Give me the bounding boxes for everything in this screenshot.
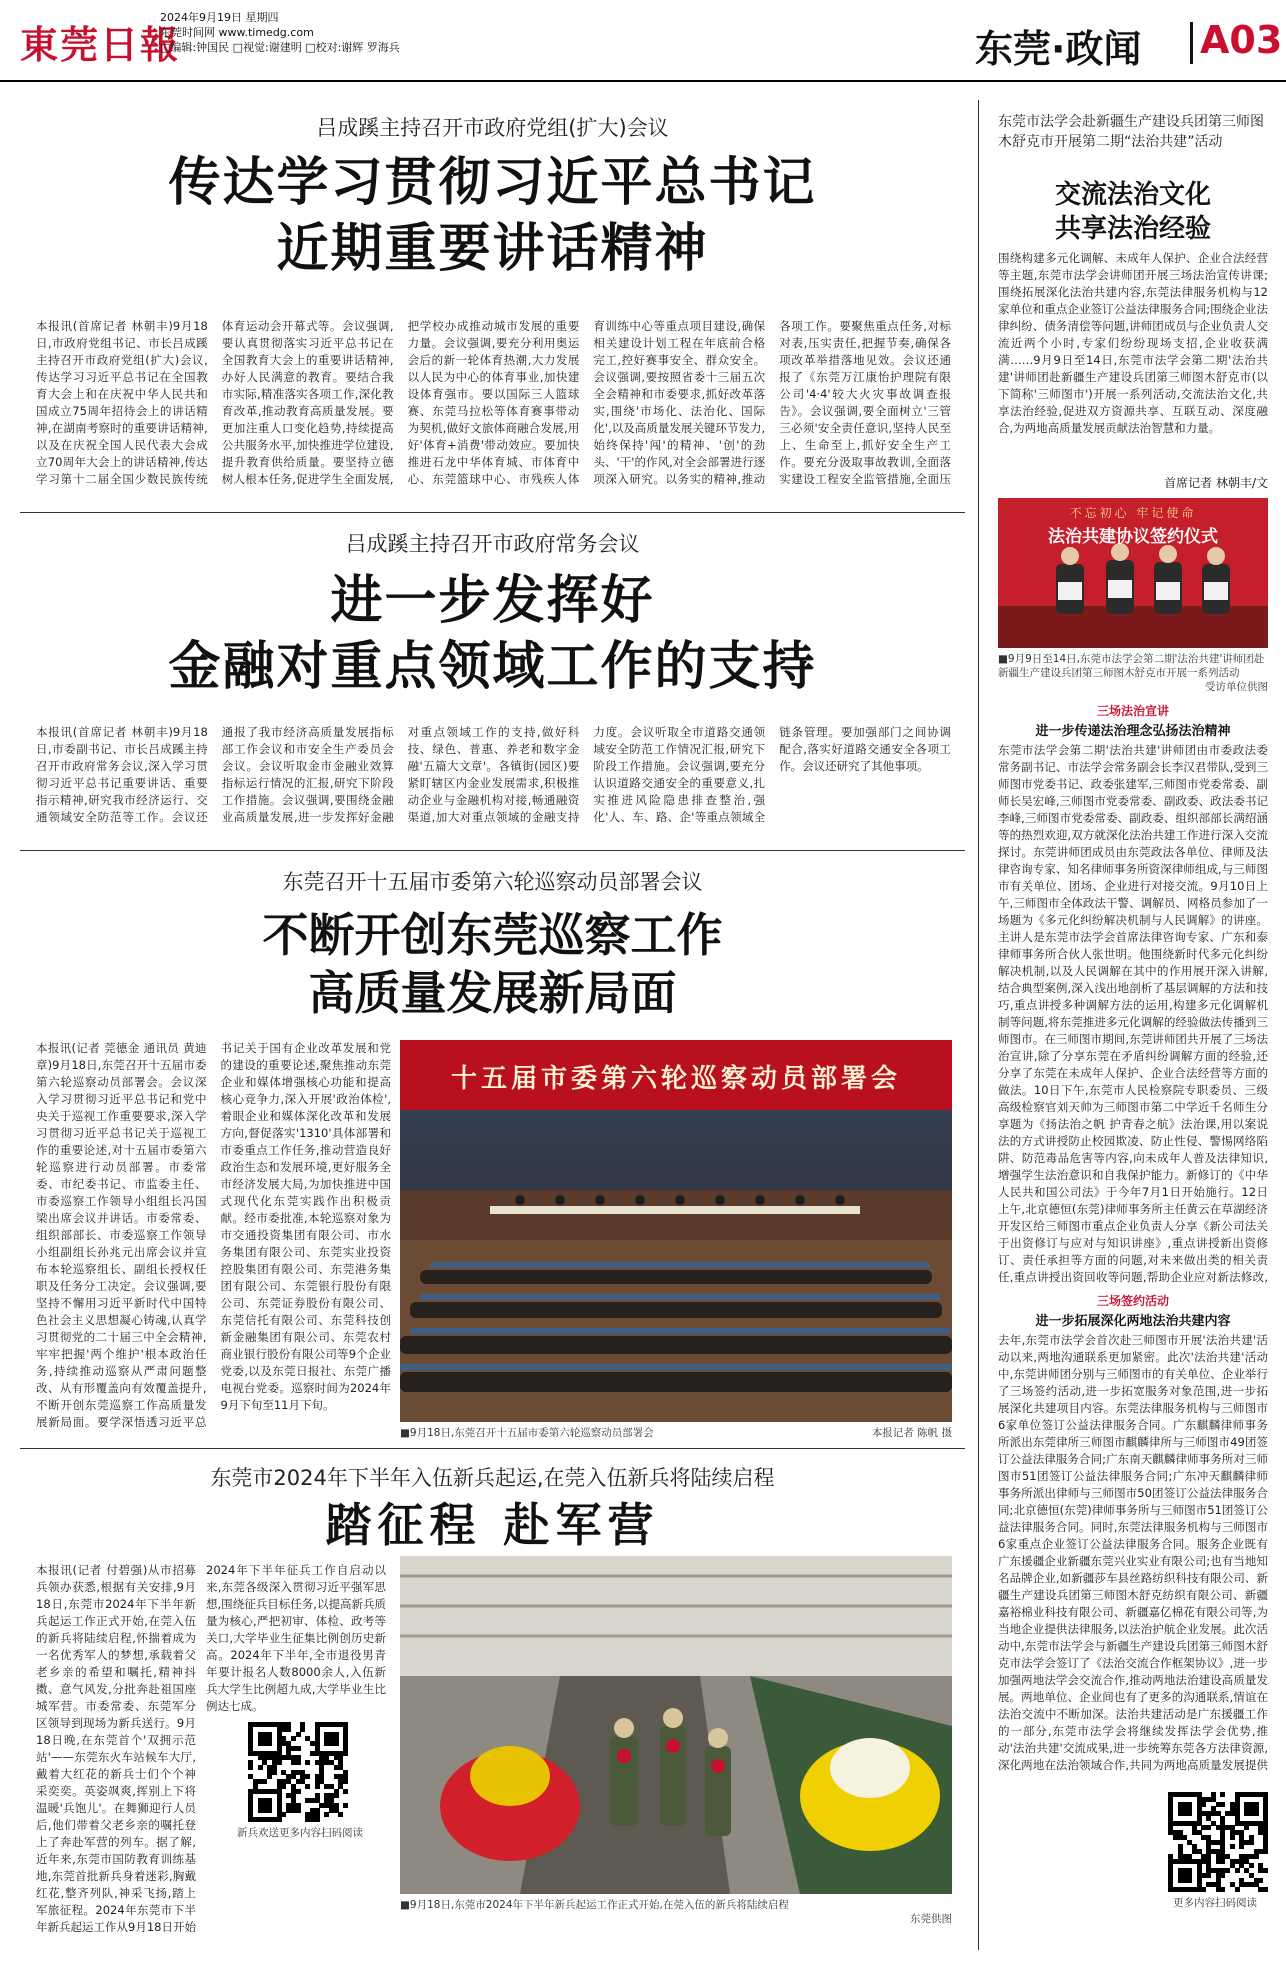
newspaper-logo: 東莞日報 xyxy=(20,22,181,67)
qr-module xyxy=(1220,1873,1225,1878)
qr-module xyxy=(315,1817,320,1822)
sidebar-body-intro: 围绕构建多元化调解、未成年人保护、企业合法经营等主题,东莞市法学会讲师团开展三场法治宣传讲课;围绕拓展深化法治共建内容,东莞法律服务机构与12家单位和重点企业签订公益法律服务合同;围绕企业法律纠纷、债务清偿等问题,讲师团成员与企业负责人交流近两个小时,专家们纷纷现场支招,企业收获满满……9月9日至14日,东莞市法学会第二期'法治共建'讲师团赴新疆生产建设兵团第三师图木舒克市(以下简称'三师图市')开展一系列活动,交流法治文化,共享法治经验,促进双方资源共享、互联互动、深度融合,为两地高质量发展贡献法治智慧和力量。 xyxy=(998,251,1268,435)
qr-module xyxy=(1206,1825,1211,1830)
article3-photo-caption: ■9月18日,东莞召开十五届市委第六轮巡察动员部署会 xyxy=(400,1427,654,1439)
qr-module xyxy=(1235,1887,1240,1892)
article4-qr-caption: 新兵欢送更多内容扫码阅读 xyxy=(237,1827,363,1839)
qr-module xyxy=(1263,1849,1268,1854)
qr-module xyxy=(1254,1811,1259,1816)
article2-headline-line2: 金融对重点领域工作的支持 xyxy=(168,636,817,697)
article2-body: 本报讯(首席记者 林朝丰)9月18日,市委副书记、市长吕成蹊主持召开市政府常务会议,深入学习贯彻习近平总书记重要讲话、重要指示精神,研究我市经济运行、交通领域安全防范等工作。会议还通报了我市经济高质量发展指标部工作会议和市安全生产委员会会议。会议听取金市金融业效算指标运行情况的汇报,研究下阶段工作措施。会议强调,要围绕金融业高质量发展,进一步发挥好金融对重点领域工作的支持,做好科技、绿色、普惠、养老和数字金融'五篇大文章'。各镇街(园区)要紧盯辖区内金业发展需求,积极推动企业与金融机构对接,畅通融资渠道,加大对重点领域的金融支持力度。会议听取全市道路交通领域安全防范工作情况汇报,研究下阶段工作措施。会议强调,要充分认识道路交通安全的重要意义,扎实推进风险隐患排查整治,强化'人、车、路、企'等重点领域全链条管理。要加强部门之间协调配合,落实好道路交通安全各项工作。会议还研究了其他事项。 xyxy=(36,725,951,824)
article4-body-left: 本报讯(记者 付碧强)从市招募兵领办获悉,根据有关安排,9月18日,东莞市2024年下半年新兵起运工作正式开始,在莞入伍的新兵将陆续启程,怀揣着成为一名优秀军人的梦想,承载着父老乡亲的希望和嘱托,精神抖擞、意气风发,分批奔赴祖国座城军营。市委常委、东莞军分区领导到现场为新兵送行。9月18日晚,在东莞首个'双拥示范站'——东莞东火车站候车大厅,戴着大红花的新兵士们个个神采奕奕。英姿飒爽,挥别上下将温暖'兵饱儿'。在舞狮迎行人员后,他们带着父老乡亲的嘱托登上了奔赴军营的列车。据了解,近年来,东莞市国防教育训练基地,东莞首批新兵身着迷彩,胸戴红花,整齐列队,神采飞扬,踏上军旅征程。2024年东莞市下半年新兵起运工作从9月18日开始 xyxy=(36,1563,196,1932)
sidebar-qr-caption: 更多内容扫码阅读 xyxy=(1173,1897,1257,1909)
qr-module xyxy=(267,1741,272,1746)
qr-module xyxy=(305,1760,310,1765)
qr-module xyxy=(1254,1854,1259,1859)
qr-module xyxy=(1225,1868,1230,1873)
qr-module xyxy=(281,1812,286,1817)
qr-module xyxy=(296,1760,301,1765)
qr-module xyxy=(1187,1878,1192,1883)
article1-subhead: 吕成蹊主持召开市政府党组(扩大)会议 xyxy=(316,116,669,140)
qr-module xyxy=(1249,1863,1254,1868)
article4-photo xyxy=(400,1556,952,1894)
sidebar-body-section2: 去年,东莞市法学会首次赴三师图市开展'法治共建'活动以来,两地沟通联系更加紧密。此次'法治共建'活动中,东莞讲师团分别与三师图市的有关单位、企业举行了三场签约活动,进一步拓宽服务对象范围,进一步拓展深化共建项目内容。东莞法律服务机构与三师图市6家单位签订公益法律服务合同。广东麒麟律师事务所派出东莞律所三师图市麒麟律所与三师图市49团签订公益法律服务合同;广东南天麒麟律师事务所对三师图市51团签订公益法律服务合同;广东冲天麒麟律师事务所派出律师与三师图市50团签订公益法律服务合同;北京德恒(东莞)律师事务所与三师图市51团签订公益法律服务合同。同时,东莞法律服务机构与三师图市6家重点企业签订公益法律服务合同。服务企业既有广东援疆企业新疆东莞兴业实业有限公司;也有当地知名品牌企业,如新疆莎车县丝路纺织科技有限公司、新疆生产建设兵团第三师图木舒克纺织有限公司、新疆嘉裕棉业科技有限公司、新疆嘉亿棉花有限公司等,为当地企业提供法律服务,以法治护航企业发展。此次活动中,东莞市法学会与新疆生产建设兵团第三师图木舒克市法学会签订了《法治交流合作框架协议》,进一步加强两地法学会交流合作,推动两地法治建设高质量发展。两地单位、企业间也有了更多的沟通联系,情谊在法治交流中不断加深。法治共建活动是广东援疆工作的一部分,东莞市法学会将继续发挥法学会优势,推动'法治共建'交流成果,进一步统筹东莞各方法律资源,深化两地在法治领域合作,共同为两地高质量发展提供 xyxy=(998,1333,1268,1772)
qr-module xyxy=(305,1774,310,1779)
website-line: 东莞时间网 www.timedg.com xyxy=(160,26,314,39)
qr-module xyxy=(1230,1835,1235,1840)
qr-module xyxy=(343,1803,348,1808)
qr-module xyxy=(1201,1802,1206,1807)
article3-body: 本报讯(记者 莞德金 通讯员 黄迪章)9月18日,东莞召开十五届市委第六轮巡察动员部署会。会议深入学习贯彻习近平总书记和党中央关于巡视工作重要要求,深入学习贯彻习近平总书记关于巡视工作的重要论述,对十五届市委第六轮巡察进行动员部署。市委常委、市纪委书记、市监委主任、市委巡察工作领导小组组长冯国梁出席会议并讲话。市委常委、组织部部长、市委巡察工作领导小组副组长孙兆元出席会议并宣布本轮巡察组长、副组长授权任职及任务分工决定。会议强调,要坚持不懈用习近平新时代中国特色社会主义思想凝心铸魂,认真学习贯彻党的二十届三中全会精神,牢牢把握'两个维护'根本政治任务,持续推动巡察从严肃问题整改、从有形覆盖向有效覆盖提升,不断开创东莞巡察工作高质量发展新局面。要学深悟透习近平总书记关于国有企业改革发展和党的建设的重要论述,聚焦推动东莞企业和媒体增强核心功能和提高核心竞争力,深入开展'政治体检',着眼企业和媒体深化改革和发展方向,督促落实'1310'具体部署和市委重点工作任务,推动营造良好政治生态和发展环境,更好服务全市经济发展大局,为加快推进中国式现代化东莞实践作出积极贡献。经市委批准,本轮巡察对象为市交通投资集团有限公司、市水务集团有限公司、东莞实业投资控股集团有限公司、东莞港务集团有限公司、东莞银行股份有限公司、东莞证券股份有限公司、东莞信托有限公司、东莞科技创新金融集团有限公司、东莞农村商业银行股份有限公司等9个企业党委,以及东莞日报社、东莞广播电视台党委。巡察时间为2024年9月下旬至11月下旬。 xyxy=(36,1041,391,1429)
section-separator xyxy=(1190,22,1193,64)
article2-headline-line1: 进一步发挥好 xyxy=(330,570,655,631)
article4-photo-credit: 东莞供图 xyxy=(910,1913,952,1925)
article4-headline: 踏征程 赴军营 xyxy=(325,1498,660,1552)
section-title: 东莞·政闻 xyxy=(975,27,1142,71)
train-station-illustration xyxy=(400,1556,952,1894)
sidebar-section-label-1: 三场法治宣讲 xyxy=(1096,704,1169,718)
qr-module xyxy=(258,1765,263,1770)
article4-subhead: 东莞市2024年下半年入伍新兵起运,在莞入伍新兵将陆续启程 xyxy=(210,1466,775,1490)
qr-module xyxy=(1187,1811,1192,1816)
qr-module xyxy=(296,1732,301,1737)
article4-qr-code[interactable] xyxy=(248,1722,348,1822)
article3-headline xyxy=(20,906,965,1022)
qr-module xyxy=(324,1812,329,1817)
sidebar-photo-credit: 受访单位供图 xyxy=(1205,681,1268,693)
qr-module xyxy=(248,1765,253,1770)
qr-module xyxy=(281,1784,286,1789)
qr-module xyxy=(1235,1868,1240,1873)
article3-headline-line2: 高质量发展新局面 xyxy=(308,966,677,1020)
qr-module xyxy=(315,1784,320,1789)
qr-module xyxy=(262,1779,267,1784)
qr-module xyxy=(296,1789,301,1794)
sidebar-minihead-1: 进一步传递法治理念弘扬法治精神 xyxy=(1035,724,1231,739)
sidebar-headline-line2: 共享法治经验 xyxy=(1054,214,1211,244)
separator xyxy=(20,1448,965,1449)
sidebar-subhead: 东莞市法学会赴新疆生产建设兵团第三师图木舒克市开展第二期“法治共建”活动 xyxy=(998,114,1264,150)
qr-module xyxy=(296,1808,301,1813)
article2-subhead: 吕成蹊主持召开市政府常务会议 xyxy=(345,532,640,556)
qr-module xyxy=(305,1784,310,1789)
sidebar-section-label-2: 三场签约活动 xyxy=(1096,1294,1169,1308)
qr-module xyxy=(277,1760,282,1765)
qr-module xyxy=(286,1727,291,1732)
masthead-meta xyxy=(160,10,400,55)
qr-module xyxy=(1258,1878,1263,1883)
sidebar-minihead-2: 进一步拓展深化两地法治共建内容 xyxy=(1035,1314,1231,1329)
qr-module xyxy=(343,1751,348,1756)
article1-headline-line2: 近期重要讲话精神 xyxy=(276,218,709,279)
qr-module xyxy=(1263,1868,1268,1873)
sidebar-body-closing xyxy=(998,1776,1158,1926)
article3-subhead: 东莞召开十五届市委第六轮巡察动员部署会议 xyxy=(282,870,703,894)
qr-module xyxy=(334,1793,339,1798)
qr-module xyxy=(1220,1887,1225,1892)
article1-headline-line1: 传达学习贯彻习近平总书记 xyxy=(168,152,817,213)
sidebar-headline xyxy=(998,178,1268,246)
qr-module xyxy=(1263,1887,1268,1892)
qr-module xyxy=(1220,1802,1225,1807)
qr-module xyxy=(1230,1844,1235,1849)
article3-photo-credit: 本报记者 陈帆 摄 xyxy=(871,1427,952,1439)
editors-line: □编辑:钟国民 □视觉:谢建明 □校对:谢辉 罗海兵 xyxy=(160,41,400,54)
qr-module xyxy=(1206,1873,1211,1878)
separator xyxy=(20,850,965,851)
separator xyxy=(20,512,965,513)
article2-headline xyxy=(20,568,965,700)
qr-module xyxy=(272,1770,277,1775)
sidebar-photo-caption: ■9月9日至14日,东莞市法学会第二期'法治共建'讲师团赴新疆生产建设兵团第三师图木舒克市开展一系列活动 xyxy=(998,653,1265,679)
qr-module xyxy=(1244,1825,1249,1830)
article3-photo-banner: 十五届市委第六轮巡察动员部署会 xyxy=(450,1064,901,1094)
sidebar-qr-code[interactable] xyxy=(1168,1792,1268,1892)
sidebar-photo-banner1: 不忘初心 牢记使命 xyxy=(1069,506,1197,520)
sidebar-photo xyxy=(998,498,1268,648)
sidebar-byline: 首席记者 林朝丰/文 xyxy=(1164,476,1268,490)
qr-module xyxy=(291,1736,296,1741)
qr-module xyxy=(343,1789,348,1794)
qr-module xyxy=(334,1741,339,1746)
sidebar-headline-line1: 交流法治文化 xyxy=(1054,180,1211,210)
article1-headline xyxy=(20,150,965,282)
qr-module xyxy=(277,1817,282,1822)
article1-body: 本报讯(首席记者 林朝丰)9月18日,市政府党组书记、市长吕成蹊主持召开市政府党组(扩大)会议,传达学习习近平总书记在全国教育大会上和在庆祝中华人民共和国成立75周年招待会上的讲话精神,在湖南考察时的重要讲话精神,以及在庆祝全国人民代表大会成立70周年大会上的讲话精神,传达学习第十二届全国少数民族传统体育运动会开幕式等。会议强调,要认真贯彻落实习近平总书记在全国教育大会上的重要讲话精神,办好人民满意的教育。要结合我市实际,精准落实各项工作,深化教育改革,推动教育高质量发展。要更加注重人口变化趋势,持续提高公共服务水平,加快推进学位建设,提升教育供给质量。要坚持立德树人根本任务,促进学生全面发展,把学校办成推动城市发展的重要力量。会议强调,要充分利用奥运会后的新一轮体育热潮,大力发展以人民为中心的体育事业,加快建设体育强市。要以国际三人篮球赛、东莞马拉松等体育赛事带动为契机,做好文旅体商融合发展,用好'体育+消费'带动效应。要加快推进石龙中华体育城、市体育中心、东莞篮球中心、市残疾人体育训练中心等重点项目建设,确保相关建设计划工程在年底前合格完工,控好赛事安全、群众安全。会议强调,要按照省委十三届五次全会精神和市委要求,抓好改革落实,围绕'市场化、法治化、国际化',以及高质量发展关键环节发力,始终保持'闯'的精神、'创'的劲头、'干'的作风,对全会部署进行逐项深入研究。以务实的精神,推动各项工作。要聚焦重点任务,对标对表,压实责任,把握节奏,确保各项改革举措落地见效。会议还通报了《东莞万江康怡护理院有限公司'4·4'较大火灾事故调查报告》。会议强调,要全面树立'三管三必须'安全责任意识,坚持人民至上、生命至上,抓好安全生产工作。要充分汲取事故教训,全面落实建设工程安全监管措施,全面压 xyxy=(36,319,951,486)
qr-module xyxy=(1239,1844,1244,1849)
column-divider xyxy=(978,100,979,1950)
page-number: A03 xyxy=(1200,18,1283,62)
sidebar-photo-banner2: 法治共建协议签约仪式 xyxy=(1048,527,1218,547)
qr-module xyxy=(1201,1887,1206,1892)
qr-module xyxy=(300,1727,305,1732)
qr-module xyxy=(267,1808,272,1813)
qr-module xyxy=(343,1779,348,1784)
qr-module xyxy=(338,1812,343,1817)
qr-module xyxy=(1220,1792,1225,1797)
article4-photo-caption: ■9月18日,东莞市2024年下半年新兵起运工作正式开始,在莞入伍的新兵将陆续启程 xyxy=(400,1899,789,1911)
article3-photo xyxy=(400,1040,952,1422)
qr-module xyxy=(1220,1859,1225,1864)
article4-body-mid: 2024年下半年征兵工作自启动以来,东莞各级深入贯彻习近平强军思想,围绕征兵目标任务,以提高新兵质量为核心,严把初审、体检、政考等关口,大学毕业生征集比例创历史新高。2024年下半年,全市退役男青年要计报名人数8000余人,入伍新兵大学生比例超九成,大学毕业生比例达七成。 xyxy=(206,1563,386,1712)
qr-module xyxy=(1249,1840,1254,1845)
sidebar-body-section1: 东莞市法学会第二期'法治共建'讲师团由市委政法委常务副书记、市法学会常务副会长李汉君带队,受到三师图市党委书记、政委张建军,三师图市党委常委、副师长吴宏峰,三师图市党委常委、副政委、政法委书记李峰,三师图市党委常委、副政委、组织部部长满绍涵等的热烈欢迎,双方就深化法治共建工作进行深入交流探讨。东莞讲师团成员由东莞政法各单位、律师及法律咨询专家、知名律师事务所资深律师组成,与三师图市有关单位、团场、企业进行对接交流。9月10日上午,三师图市全体政法干警、调解员、网格员参加了一场题为《多元化纠纷解决机制与人民调解》的讲座。主讲人是东莞市法学会首席法律咨询专家、广东和泰律师事务所合伙人张世明。他围绕新时代多元化纠纷解决机制,以及人民调解在其中的作用展开深入讲解,结合典型案例,深入浅出地剖析了基层调解的方法和技巧,重点讲授多种调解方法的运用,构建多元化调解机制等问题,将东莞推进多元化调解的经验做法传播到三师图市。在三师图市期间,东莞讲师团共开展了三场法治宣讲,除了分享东莞在矛盾纠纷调解方面的经验,还分享了东莞在未成年人保护、企业合法经营等方面的做法。10日下午,东莞市人民检察院专职委员、三级高级检察官刘天帅为三师图市第二中学近千名师生分享题为《扬法治之帆 护青春之航》法治课,用以案说法的方式讲授防止校园欺凌、防止性侵、警惕网络陷阱、防范毒品危害等内容,向未成年人普及法律知识,增强学生法治意识和自我保护能力。新修订的《中华人民共和国公司法》于今年7月1日开始施行。12日上午,北京德恒(东莞)律师事务所主任黄云在草湖经济开发区给三师图市重点企业负责人分享《新公司法关于出资修订与应对与知识讲座》,重点讲授新出资修订、责任承担等方面的问题,对未来做出类的相关责任,重点讲授出资回收等问题,帮助企业应对新法修改, xyxy=(998,743,1268,1284)
date-line: 2024年9月19日 星期四 xyxy=(160,11,279,24)
meeting-hall-illustration xyxy=(400,1040,952,1422)
qr-module xyxy=(267,1774,272,1779)
article3-headline-line1: 不断开创东莞巡察工作 xyxy=(262,908,723,962)
masthead xyxy=(0,0,1286,82)
qr-module xyxy=(296,1746,301,1751)
